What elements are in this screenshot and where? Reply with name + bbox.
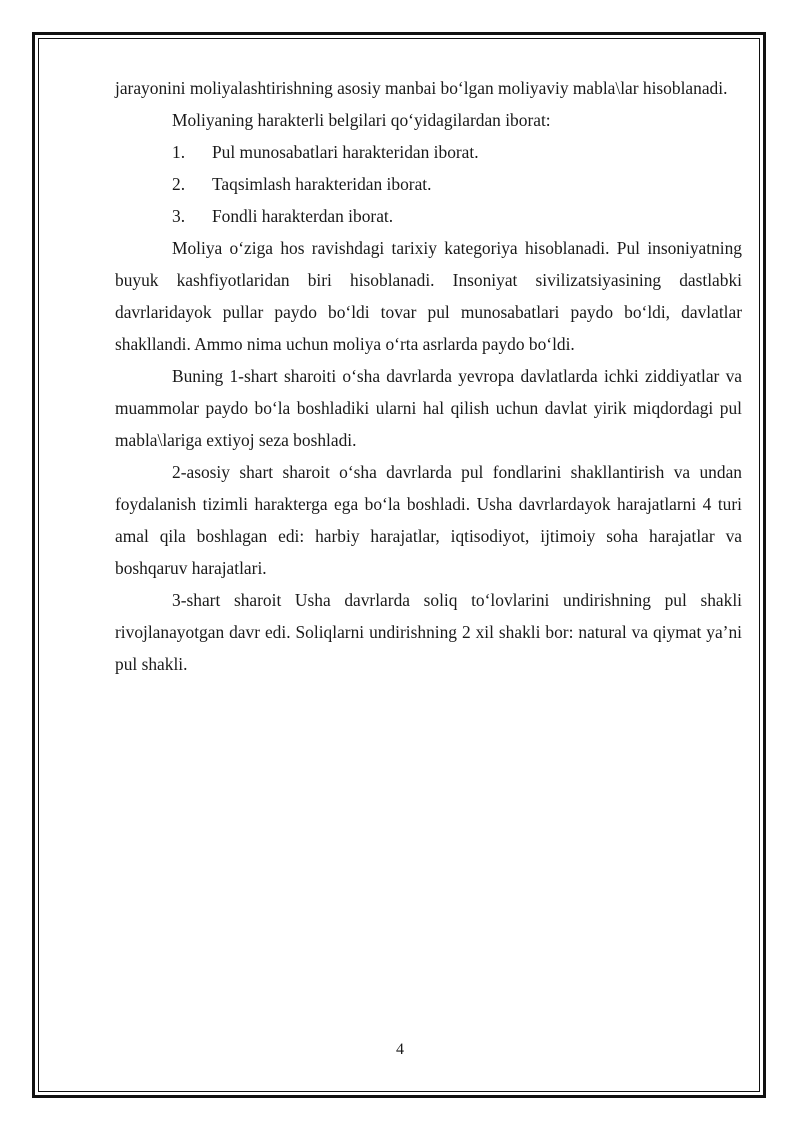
paragraph-body: Moliya o‘ziga hos ravishdagi tarixiy kategoriya hisoblanadi. Pul insoniyatning buyuk kashfiyotlaridan biri hisoblanadi. Insoniyat sivilizatsiyasining dastlabki davrlaridayok pullar paydo bo‘ldi tovar pul munosabatlari paydo bo‘ldi, davlatlar shakllandi. Ammo nima uchun moliya o‘rta asrlarda paydo bo‘ldi. <box>115 238 742 354</box>
paragraph-intro: jarayonini moliyalashtirishning asosiy manbai bo‘lgan moliyaviy mabla\lar hisoblanadi. <box>115 78 728 98</box>
list-item-number: 1. <box>172 142 186 162</box>
page-number: 4 <box>396 1041 404 1058</box>
list-item-text: Fondli harakterdan iborat. <box>212 206 394 226</box>
paragraph-body: 3-shart sharoit Usha davrlarda soliq to‘lovlarini undirishning pul shakli rivojlanayotgan davr edi. Soliqlarni undirishning 2 xil shakli bor: natural va qiymat ya’ni pul shakli. <box>115 590 742 674</box>
paragraph-list-heading: Moliyaning harakterli belgilari qo‘yidagilardan iborat: <box>172 110 551 130</box>
list-item-number: 3. <box>172 206 186 226</box>
list-item <box>115 168 742 200</box>
paragraph-body: 2-asosiy shart sharoit o‘sha davrlarda pul fondlarini shakllantirish va undan foydalanish tizimli harakterga ega bo‘la boshladi. Usha davrlardayok harajatlarni 4 turi amal qila boshlagan edi: harbiy harajatlar, iqtisodiyot, ijtimoiy soha harajatlar va boshqaruv harajatlari. <box>115 462 742 578</box>
list-item-text: Pul munosabatlari harakteridan iborat. <box>212 142 479 162</box>
list-item <box>115 200 742 232</box>
document-body <box>115 72 742 680</box>
list-item <box>115 136 742 168</box>
list-item-number: 2. <box>172 174 186 194</box>
list-item-text: Taqsimlash harakteridan iborat. <box>212 174 432 194</box>
paragraph-body: Buning 1-shart sharoiti o‘sha davrlarda yevropa davlatlarda ichki ziddiyatlar va muammolar paydo bo‘la boshladiki ularni hal qilish uchun davlat yirik miqdordagi pul mabla\lariga extiyoj seza boshladi. <box>115 366 742 450</box>
